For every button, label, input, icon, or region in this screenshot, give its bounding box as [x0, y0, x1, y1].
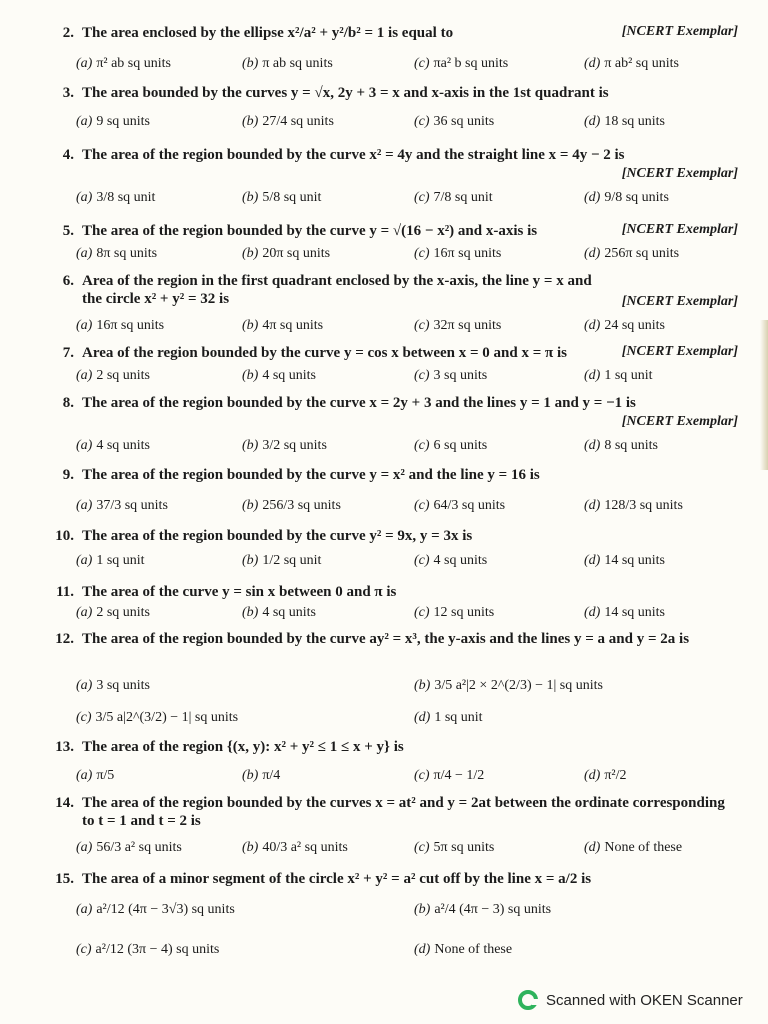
option-text: 8 sq units	[604, 438, 659, 453]
option-text: 36 sq units	[433, 114, 495, 129]
question-number: 15.	[55, 871, 74, 887]
option-text: 64/3 sq units	[433, 498, 506, 513]
option-label: (c)	[76, 942, 92, 957]
option-label: (a)	[76, 318, 93, 333]
option-text: 3 sq units	[433, 368, 488, 383]
option-text: a²/12 (4π − 3√3) sq units	[96, 902, 235, 917]
option-text: 4 sq units	[262, 368, 317, 383]
option-text: 16π sq units	[96, 318, 165, 333]
option-label: (a)	[76, 438, 93, 453]
option-label: (b)	[414, 902, 431, 917]
option-text: 16π sq units	[433, 246, 502, 261]
option-label: (b)	[242, 368, 259, 383]
option-label: (a)	[76, 840, 93, 855]
source-tag: [NCERT Exemplar]	[621, 222, 738, 237]
option-text: 8π sq units	[96, 246, 158, 261]
source-tag: [NCERT Exemplar]	[621, 294, 738, 309]
option-label: (c)	[414, 368, 430, 383]
question-3	[40, 84, 738, 129]
option-text: 24 sq units	[604, 318, 666, 333]
option-label: (a)	[76, 246, 93, 261]
option-text: a²/4 (4π − 3) sq units	[434, 902, 552, 917]
option-text: 56/3 a² sq units	[96, 840, 182, 855]
question-13	[40, 738, 738, 783]
option-text: π²/2	[604, 768, 627, 783]
question-number: 4.	[62, 147, 74, 163]
option-label: (d)	[584, 190, 601, 205]
option-label: (c)	[414, 553, 430, 568]
option-label: (d)	[584, 56, 601, 71]
option-text: 6 sq units	[433, 438, 488, 453]
option-text: a²/12 (3π − 4) sq units	[95, 942, 220, 957]
question-stem: Area of the region bounded by the curve y = cos x between x = 0 and x = π is	[82, 345, 567, 361]
page-edge-shadow	[760, 320, 768, 470]
option-text: π² ab sq units	[96, 56, 171, 71]
option-text: π ab² sq units	[604, 56, 679, 71]
question-12	[40, 630, 738, 725]
question-stem: The area of the region bounded by the curve x² = 4y and the straight line x = 4y − 2 is	[82, 147, 625, 163]
option-text: None of these	[434, 942, 513, 957]
question-stem: The area of the curve y = sin x between 0 and π is	[82, 584, 397, 600]
option-label: (d)	[414, 942, 431, 957]
option-text: 1/2 sq unit	[262, 553, 322, 568]
option-text: 14 sq units	[604, 553, 666, 568]
question-number: 8.	[62, 395, 74, 411]
question-stem: The area of the region {(x, y): x² + y² ≤ 1 ≤ x + y} is	[82, 739, 404, 755]
question-stem: The area bounded by the curves y = √x, 2y + 3 = x and x-axis in the 1st quadrant is	[82, 85, 609, 101]
option-text: 1 sq unit	[604, 368, 653, 383]
option-text: 2 sq units	[96, 368, 151, 383]
option-text: 37/3 sq units	[96, 498, 168, 513]
option-text: 7/8 sq unit	[433, 190, 493, 205]
option-label: (a)	[76, 190, 93, 205]
option-label: (c)	[414, 318, 430, 333]
option-text: 4π sq units	[262, 318, 324, 333]
option-label: (c)	[414, 768, 430, 783]
question-number: 11.	[56, 584, 74, 600]
question-stem: The area of a minor segment of the circle x² + y² = a² cut off by the line x = a/2 is	[82, 871, 592, 887]
question-stem: The area of the region bounded by the curve y = x² and the line y = 16 is	[82, 467, 540, 483]
option-label: (d)	[584, 553, 601, 568]
option-text: πa² b sq units	[433, 56, 509, 71]
option-text: 3/2 sq units	[262, 438, 327, 453]
option-label: (b)	[242, 840, 259, 855]
option-label: (b)	[242, 605, 259, 620]
question-number: 3.	[62, 85, 74, 101]
option-label: (a)	[76, 678, 93, 693]
option-text: 1 sq unit	[434, 710, 483, 725]
source-tag: [NCERT Exemplar]	[621, 166, 738, 181]
question-2	[40, 18, 738, 71]
option-text: 5/8 sq unit	[262, 190, 322, 205]
option-text: 9 sq units	[96, 114, 151, 129]
option-label: (c)	[414, 246, 430, 261]
option-label: (c)	[414, 56, 430, 71]
option-text: None of these	[604, 840, 683, 855]
question-11	[40, 583, 738, 620]
option-text: 27/4 sq units	[262, 114, 334, 129]
source-tag: [NCERT Exemplar]	[621, 344, 738, 359]
option-text: 32π sq units	[433, 318, 502, 333]
option-text: 3/5 a|2^(3/2) − 1| sq units	[95, 710, 239, 725]
option-text: 256/3 sq units	[262, 498, 341, 513]
question-14	[40, 794, 738, 855]
question-9	[40, 466, 738, 513]
option-text: 128/3 sq units	[604, 498, 683, 513]
option-label: (d)	[414, 710, 431, 725]
question-number: 9.	[62, 467, 74, 483]
option-label: (c)	[414, 438, 430, 453]
question-7	[40, 344, 738, 383]
option-label: (d)	[584, 246, 601, 261]
question-number: 6.	[62, 273, 74, 289]
option-text: 3/5 a²|2 × 2^(2/3) − 1| sq units	[434, 678, 603, 693]
option-text: 1 sq unit	[96, 553, 145, 568]
question-number: 14.	[55, 795, 74, 811]
option-label: (d)	[584, 114, 601, 129]
option-label: (d)	[584, 498, 601, 513]
oken-logo-icon	[518, 990, 538, 1010]
scanner-watermark	[518, 990, 743, 1010]
option-text: 12 sq units	[433, 605, 495, 620]
option-text: π/5	[96, 768, 115, 783]
question-15	[40, 870, 738, 957]
option-label: (d)	[584, 605, 601, 620]
question-number: 10.	[55, 528, 74, 544]
option-label: (a)	[76, 605, 93, 620]
option-label: (b)	[242, 553, 259, 568]
question-8	[40, 394, 738, 453]
question-stem: Area of the region in the first quadrant enclosed by the x-axis, the line y = x and the circle x² + y² = 32 is	[82, 273, 592, 307]
option-label: (c)	[414, 605, 430, 620]
source-tag: [NCERT Exemplar]	[621, 414, 738, 429]
question-6	[40, 272, 738, 333]
option-label: (b)	[242, 498, 259, 513]
option-text: π/4	[262, 768, 281, 783]
question-stem: The area of the region bounded by the curve y² = 9x, y = 3x is	[82, 528, 473, 544]
option-label: (c)	[414, 840, 430, 855]
option-label: (d)	[584, 840, 601, 855]
option-label: (a)	[76, 768, 93, 783]
option-text: π/4 − 1/2	[433, 768, 485, 783]
option-label: (b)	[242, 190, 259, 205]
option-text: 2 sq units	[96, 605, 151, 620]
question-stem: The area enclosed by the ellipse x²/a² + y²/b² = 1 is equal to	[82, 25, 454, 41]
option-label: (b)	[242, 318, 259, 333]
option-text: 4 sq units	[96, 438, 151, 453]
option-text: 4 sq units	[433, 553, 488, 568]
option-label: (b)	[242, 438, 259, 453]
option-text: 5π sq units	[433, 840, 495, 855]
option-label: (a)	[76, 56, 93, 71]
question-4	[40, 146, 738, 205]
option-text: π ab sq units	[262, 56, 333, 71]
source-tag: [NCERT Exemplar]	[621, 24, 738, 39]
question-number: 2.	[62, 25, 74, 41]
option-text: 9/8 sq units	[604, 190, 669, 205]
question-number: 12.	[55, 631, 74, 647]
option-label: (a)	[76, 498, 93, 513]
question-stem: The area of the region bounded by the curve x = 2y + 3 and the lines y = 1 and y = −1 is	[82, 395, 636, 411]
option-text: 256π sq units	[604, 246, 680, 261]
option-label: (b)	[242, 246, 259, 261]
option-text: 3/8 sq unit	[96, 190, 156, 205]
option-label: (c)	[76, 710, 92, 725]
option-label: (d)	[584, 438, 601, 453]
option-label: (c)	[414, 498, 430, 513]
option-label: (d)	[584, 318, 601, 333]
option-text: 40/3 a² sq units	[262, 840, 348, 855]
question-number: 7.	[62, 345, 74, 361]
option-text: 20π sq units	[262, 246, 331, 261]
option-label: (b)	[242, 768, 259, 783]
option-label: (a)	[76, 114, 93, 129]
option-label: (a)	[76, 553, 93, 568]
option-text: 14 sq units	[604, 605, 666, 620]
question-5	[40, 222, 738, 261]
option-text: 18 sq units	[604, 114, 666, 129]
option-label: (c)	[414, 114, 430, 129]
option-label: (a)	[76, 368, 93, 383]
question-stem: The area of the region bounded by the curve y = √(16 − x²) and x-axis is	[82, 223, 538, 239]
option-label: (a)	[76, 902, 93, 917]
option-label: (d)	[584, 368, 601, 383]
option-label: (d)	[584, 768, 601, 783]
question-stem: The area of the region bounded by the curve ay² = x³, the y-axis and the lines y = a and y = 2a is	[82, 631, 690, 647]
question-number: 13.	[55, 739, 74, 755]
option-label: (c)	[414, 190, 430, 205]
option-label: (b)	[414, 678, 431, 693]
watermark-text: Scanned with OKEN Scanner	[546, 991, 743, 1009]
question-stem: The area of the region bounded by the curves x = at² and y = 2at between the ordinate corresponding to t = 1 and t = 2 is	[82, 795, 725, 829]
option-label: (b)	[242, 56, 259, 71]
option-label: (b)	[242, 114, 259, 129]
option-text: 4 sq units	[262, 605, 317, 620]
question-10	[40, 527, 738, 568]
question-number: 5.	[62, 223, 74, 239]
option-text: 3 sq units	[96, 678, 151, 693]
